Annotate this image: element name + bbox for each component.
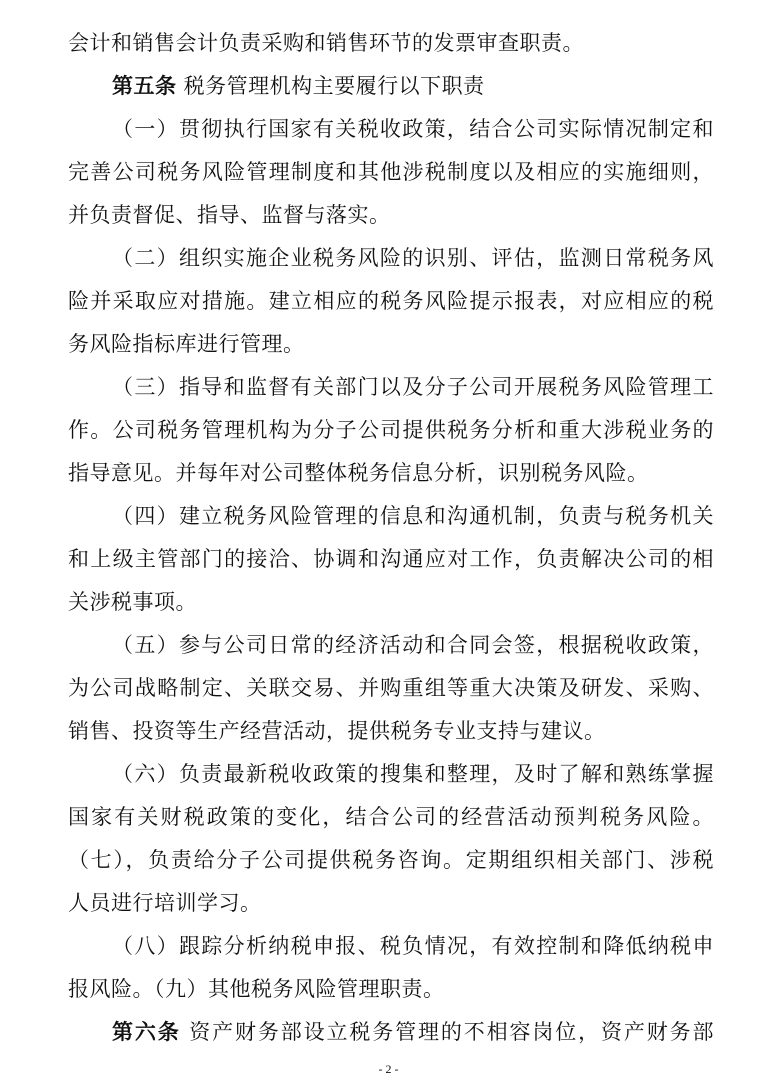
- paragraph-line: （一）贯彻执行国家有关税收政策，结合公司实际情况制定和: [112, 117, 714, 141]
- paragraph-line: 并负责督促、指导、监督与落实。: [68, 203, 391, 227]
- article-heading: [112, 71, 714, 101]
- article-number: 第五条: [112, 74, 177, 98]
- paragraph-line: 会计和销售会计负责采购和销售环节的发票审查职责。: [68, 31, 584, 55]
- paragraph-line: 务风险指标库进行管理。: [68, 332, 305, 356]
- article-heading: [112, 1017, 714, 1047]
- paragraph-line: 国家有关财税政策的变化，结合公司的经营活动预判税务风险。: [68, 805, 714, 829]
- paragraph-line: 关涉税事项。: [68, 590, 197, 614]
- page-number: - 2 -: [378, 1062, 399, 1076]
- paragraph-line: （七），负责给分子公司提供税务咨询。定期组织相关部门、涉税: [68, 848, 714, 872]
- paragraph-line: 作。公司税务管理机构为分子公司提供税务分析和重大涉税业务的: [68, 418, 714, 442]
- paragraph-line: 完善公司税务风险管理制度和其他涉税制度以及相应的实施细则，: [68, 160, 714, 184]
- article-title: 税务管理机构主要履行以下职责: [176, 74, 485, 98]
- paragraph-line: 销售、投资等生产经营活动，提供税务专业支持与建议。: [68, 719, 606, 743]
- paragraph-line: （八）跟踪分析纳税申报、税负情况，有效控制和降低纳税申: [112, 934, 714, 958]
- paragraph-line: （二）组织实施企业税务风险的识别、评估，监测日常税务风: [112, 246, 714, 270]
- article-title: 资产财务部设立税务管理的不相容岗位，资产财务部: [180, 1020, 714, 1044]
- paragraph-line: （四）建立税务风险管理的信息和沟通机制，负责与税务机关: [112, 504, 714, 528]
- paragraph-line: 和上级主管部门的接洽、协调和沟通应对工作，负责解决公司的相: [68, 547, 714, 571]
- paragraph-line: （五）参与公司日常的经济活动和合同会签，根据税收政策，: [112, 633, 714, 657]
- paragraph-line: （六）负责最新税收政策的搜集和整理，及时了解和熟练掌握: [112, 762, 714, 786]
- article-number: 第六条: [112, 1020, 181, 1044]
- paragraph-line: （三）指导和监督有关部门以及分子公司开展税务风险管理工: [112, 375, 714, 399]
- paragraph-line: 险并采取应对措施。建立相应的税务风险提示报表，对应相应的税: [68, 289, 714, 313]
- paragraph-line: 指导意见。并每年对公司整体税务信息分析，识别税务风险。: [68, 461, 649, 485]
- paragraph-line: 为公司战略制定、关联交易、并购重组等重大决策及研发、采购、: [68, 676, 714, 700]
- paragraph-line: 人员进行培训学习。: [68, 891, 262, 915]
- paragraph-line: 报风险。（九）其他税务风险管理职责。: [68, 977, 445, 1001]
